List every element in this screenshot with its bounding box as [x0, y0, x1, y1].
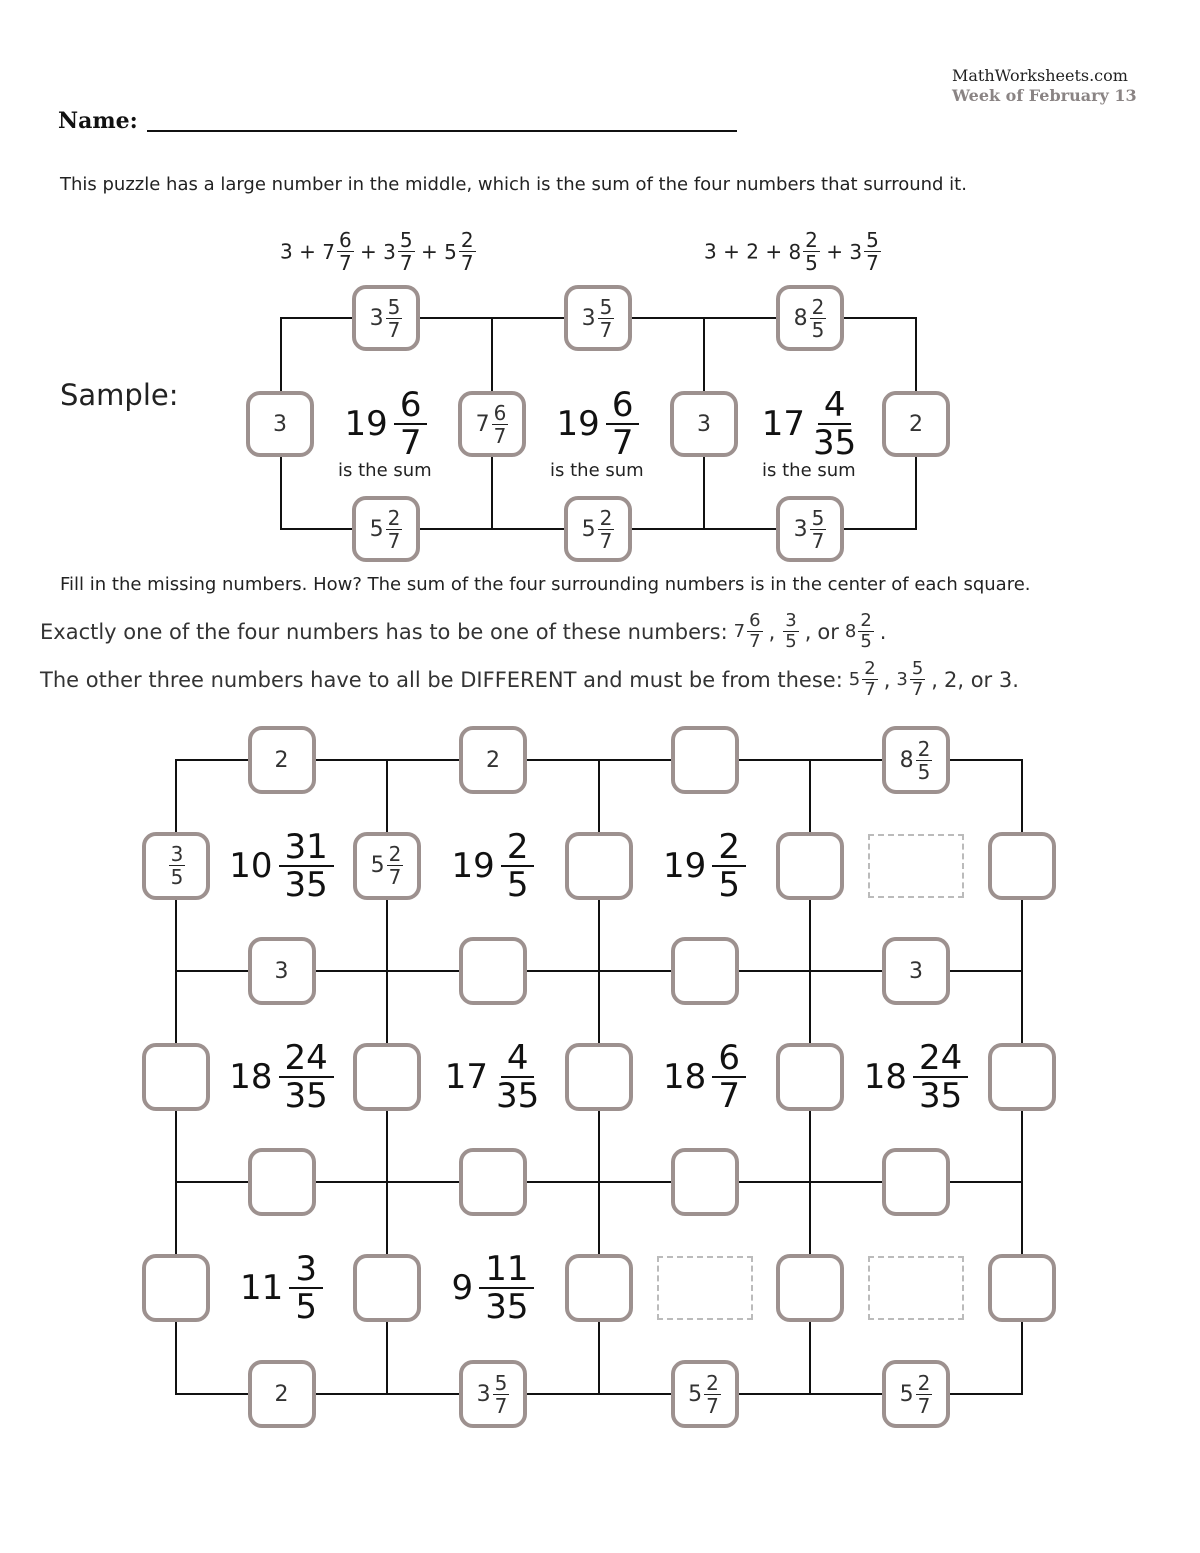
center-whole: 11: [240, 1268, 284, 1308]
center-sum: [408, 1027, 578, 1127]
edge-box[interactable]: 3 $\frac{5}{7}$: [459, 1360, 527, 1428]
center-whole: 10: [229, 845, 273, 886]
center-numerator: 2: [501, 830, 535, 867]
center-whole: 17: [761, 404, 805, 444]
edge-box[interactable]: [671, 1148, 739, 1216]
sample-edge-box[interactable]: 3 $\frac{5}{7}$: [776, 496, 844, 562]
sample-equation-left: 3 + 7 $\frac{6}{7}$ + 3 $\frac{5}{7}$ + 5 $\frac{2}{7}$: [280, 228, 474, 275]
intro-text: This puzzle has a large number in the middle, which is the sum of the four numbers that surround it.: [60, 174, 967, 195]
answer-placeholder[interactable]: [868, 834, 964, 898]
center-denominator: 7: [399, 423, 422, 463]
edge-box[interactable]: [459, 726, 527, 794]
center-whole: 18: [663, 1056, 707, 1097]
center-denominator: 7: [718, 1075, 740, 1116]
name-line[interactable]: [147, 130, 737, 132]
instructions-line-2: Exactly one of the four numbers has to be one of these numbers: 7 $\frac{6}{7}$ , $\frac{3}{5}$ , or 8 $\frac{2}{5}$ .: [40, 610, 887, 652]
center-whole: 17: [444, 1056, 488, 1097]
center-sum: [620, 816, 790, 916]
box-whole: 3: [697, 411, 711, 437]
edge-box[interactable]: [882, 937, 950, 1005]
box-whole: 2: [274, 747, 289, 773]
center-numerator: 6: [712, 1041, 746, 1078]
center-denominator: 35: [813, 423, 857, 463]
center-sum: [197, 816, 367, 916]
box-whole: 8: [899, 747, 914, 773]
sample-edge-box[interactable]: 7 $\frac{6}{7}$: [458, 391, 526, 457]
sample-edge-box[interactable]: 5 $\frac{2}{7}$: [352, 496, 420, 562]
box-whole: 5: [899, 1381, 914, 1407]
box-whole: 5: [369, 516, 384, 542]
center-whole: 18: [863, 1056, 907, 1097]
center-denominator: 7: [611, 423, 634, 463]
box-whole: 3: [273, 411, 287, 437]
edge-box[interactable]: 8 $\frac{2}{5}$: [882, 726, 950, 794]
site-name: MathWorksheets.com: [952, 66, 1128, 85]
box-whole: 2: [909, 411, 923, 437]
center-denominator: 35: [284, 1075, 328, 1116]
sample-edge-box[interactable]: 3 $\frac{5}{7}$: [352, 285, 420, 351]
edge-box[interactable]: [776, 1254, 844, 1322]
center-numerator: 2: [712, 830, 746, 867]
box-whole: 3: [909, 958, 923, 984]
center-denominator: 5: [506, 864, 529, 905]
box-whole: 5: [688, 1381, 703, 1407]
center-denominator: 35: [919, 1075, 963, 1116]
center-numerator: 24: [913, 1041, 968, 1078]
box-whole: 8: [793, 305, 808, 331]
edge-box[interactable]: [248, 937, 316, 1005]
name-label: Name:: [58, 108, 138, 134]
box-whole: 2: [486, 747, 500, 773]
edge-box[interactable]: [459, 1148, 527, 1216]
edge-box[interactable]: [988, 1254, 1056, 1322]
edge-box[interactable]: $\frac{3}{5}$: [142, 832, 210, 900]
center-whole: 19: [556, 404, 600, 444]
box-whole: 5: [581, 516, 596, 542]
sample-center-sum: [301, 374, 471, 474]
center-numerator: 11: [479, 1252, 534, 1289]
center-sum: [831, 1027, 1001, 1127]
sum-caption: is the sum: [338, 460, 432, 481]
instructions-line-3: The other three numbers have to all be DIFFERENT and must be from these: 5 $\frac{2}{7}$ , 3 $\frac{5}{7}$ , 2, or 3.: [40, 658, 1019, 700]
sum-caption: is the sum: [550, 460, 644, 481]
sample-edge-box[interactable]: 8 $\frac{2}{5}$: [776, 285, 844, 351]
edge-box[interactable]: [988, 832, 1056, 900]
sample-center-sum: [725, 374, 895, 474]
center-denominator: 35: [284, 864, 328, 905]
center-sum: [408, 1238, 578, 1338]
edge-box[interactable]: 5 $\frac{2}{7}$: [353, 832, 421, 900]
answer-placeholder[interactable]: [868, 1256, 964, 1320]
sample-equation-right: 3 + 2 + 8 $\frac{2}{5}$ + 3 $\frac{5}{7}$: [704, 228, 879, 275]
center-whole: 19: [451, 845, 495, 886]
center-denominator: 5: [718, 864, 740, 905]
edge-box[interactable]: [671, 937, 739, 1005]
center-numerator: 3: [289, 1252, 323, 1289]
box-whole: 2: [274, 1381, 289, 1407]
center-denominator: 35: [485, 1287, 529, 1327]
center-numerator: 31: [279, 830, 334, 867]
center-denominator: 35: [496, 1075, 540, 1116]
edge-box[interactable]: [459, 937, 527, 1005]
instructions-line-1: Fill in the missing numbers. How? The sum of the four surrounding numbers is in the center of each square.: [60, 574, 1031, 595]
sample-edge-box[interactable]: 3 $\frac{5}{7}$: [564, 285, 632, 351]
edge-box[interactable]: [248, 1360, 316, 1428]
center-sum: [197, 1238, 367, 1338]
center-numerator: 6: [606, 388, 640, 425]
center-whole: 18: [229, 1056, 273, 1097]
answer-placeholder[interactable]: [657, 1256, 753, 1320]
week-label: Week of February 13: [952, 86, 1137, 105]
center-numerator: 4: [818, 388, 852, 425]
center-numerator: 4: [501, 1041, 535, 1078]
sum-caption: is the sum: [762, 460, 856, 481]
center-whole: 19: [663, 845, 707, 886]
center-sum: [197, 1027, 367, 1127]
center-whole: 9: [451, 1268, 474, 1308]
center-whole: 19: [344, 404, 388, 444]
edge-box[interactable]: 5 $\frac{2}{7}$: [671, 1360, 739, 1428]
box-whole: 5: [370, 853, 385, 878]
box-whole: 3: [581, 305, 596, 331]
edge-box[interactable]: 5 $\frac{2}{7}$: [882, 1360, 950, 1428]
box-whole: 3: [476, 1381, 491, 1407]
box-whole: 3: [793, 516, 808, 542]
box-whole: 3: [274, 958, 289, 984]
center-sum: [620, 1027, 790, 1127]
sample-edge-box[interactable]: 5 $\frac{2}{7}$: [564, 496, 632, 562]
sample-center-sum: [513, 374, 683, 474]
box-whole: 7: [475, 411, 490, 437]
center-numerator: 24: [279, 1041, 334, 1078]
box-whole: 3: [369, 305, 384, 331]
edge-box[interactable]: [671, 726, 739, 794]
center-numerator: 6: [394, 388, 428, 425]
edge-box[interactable]: [248, 726, 316, 794]
center-denominator: 5: [295, 1287, 317, 1327]
sample-label: Sample:: [60, 378, 179, 412]
edge-box[interactable]: [248, 1148, 316, 1216]
edge-box[interactable]: [882, 1148, 950, 1216]
center-sum: [408, 816, 578, 916]
